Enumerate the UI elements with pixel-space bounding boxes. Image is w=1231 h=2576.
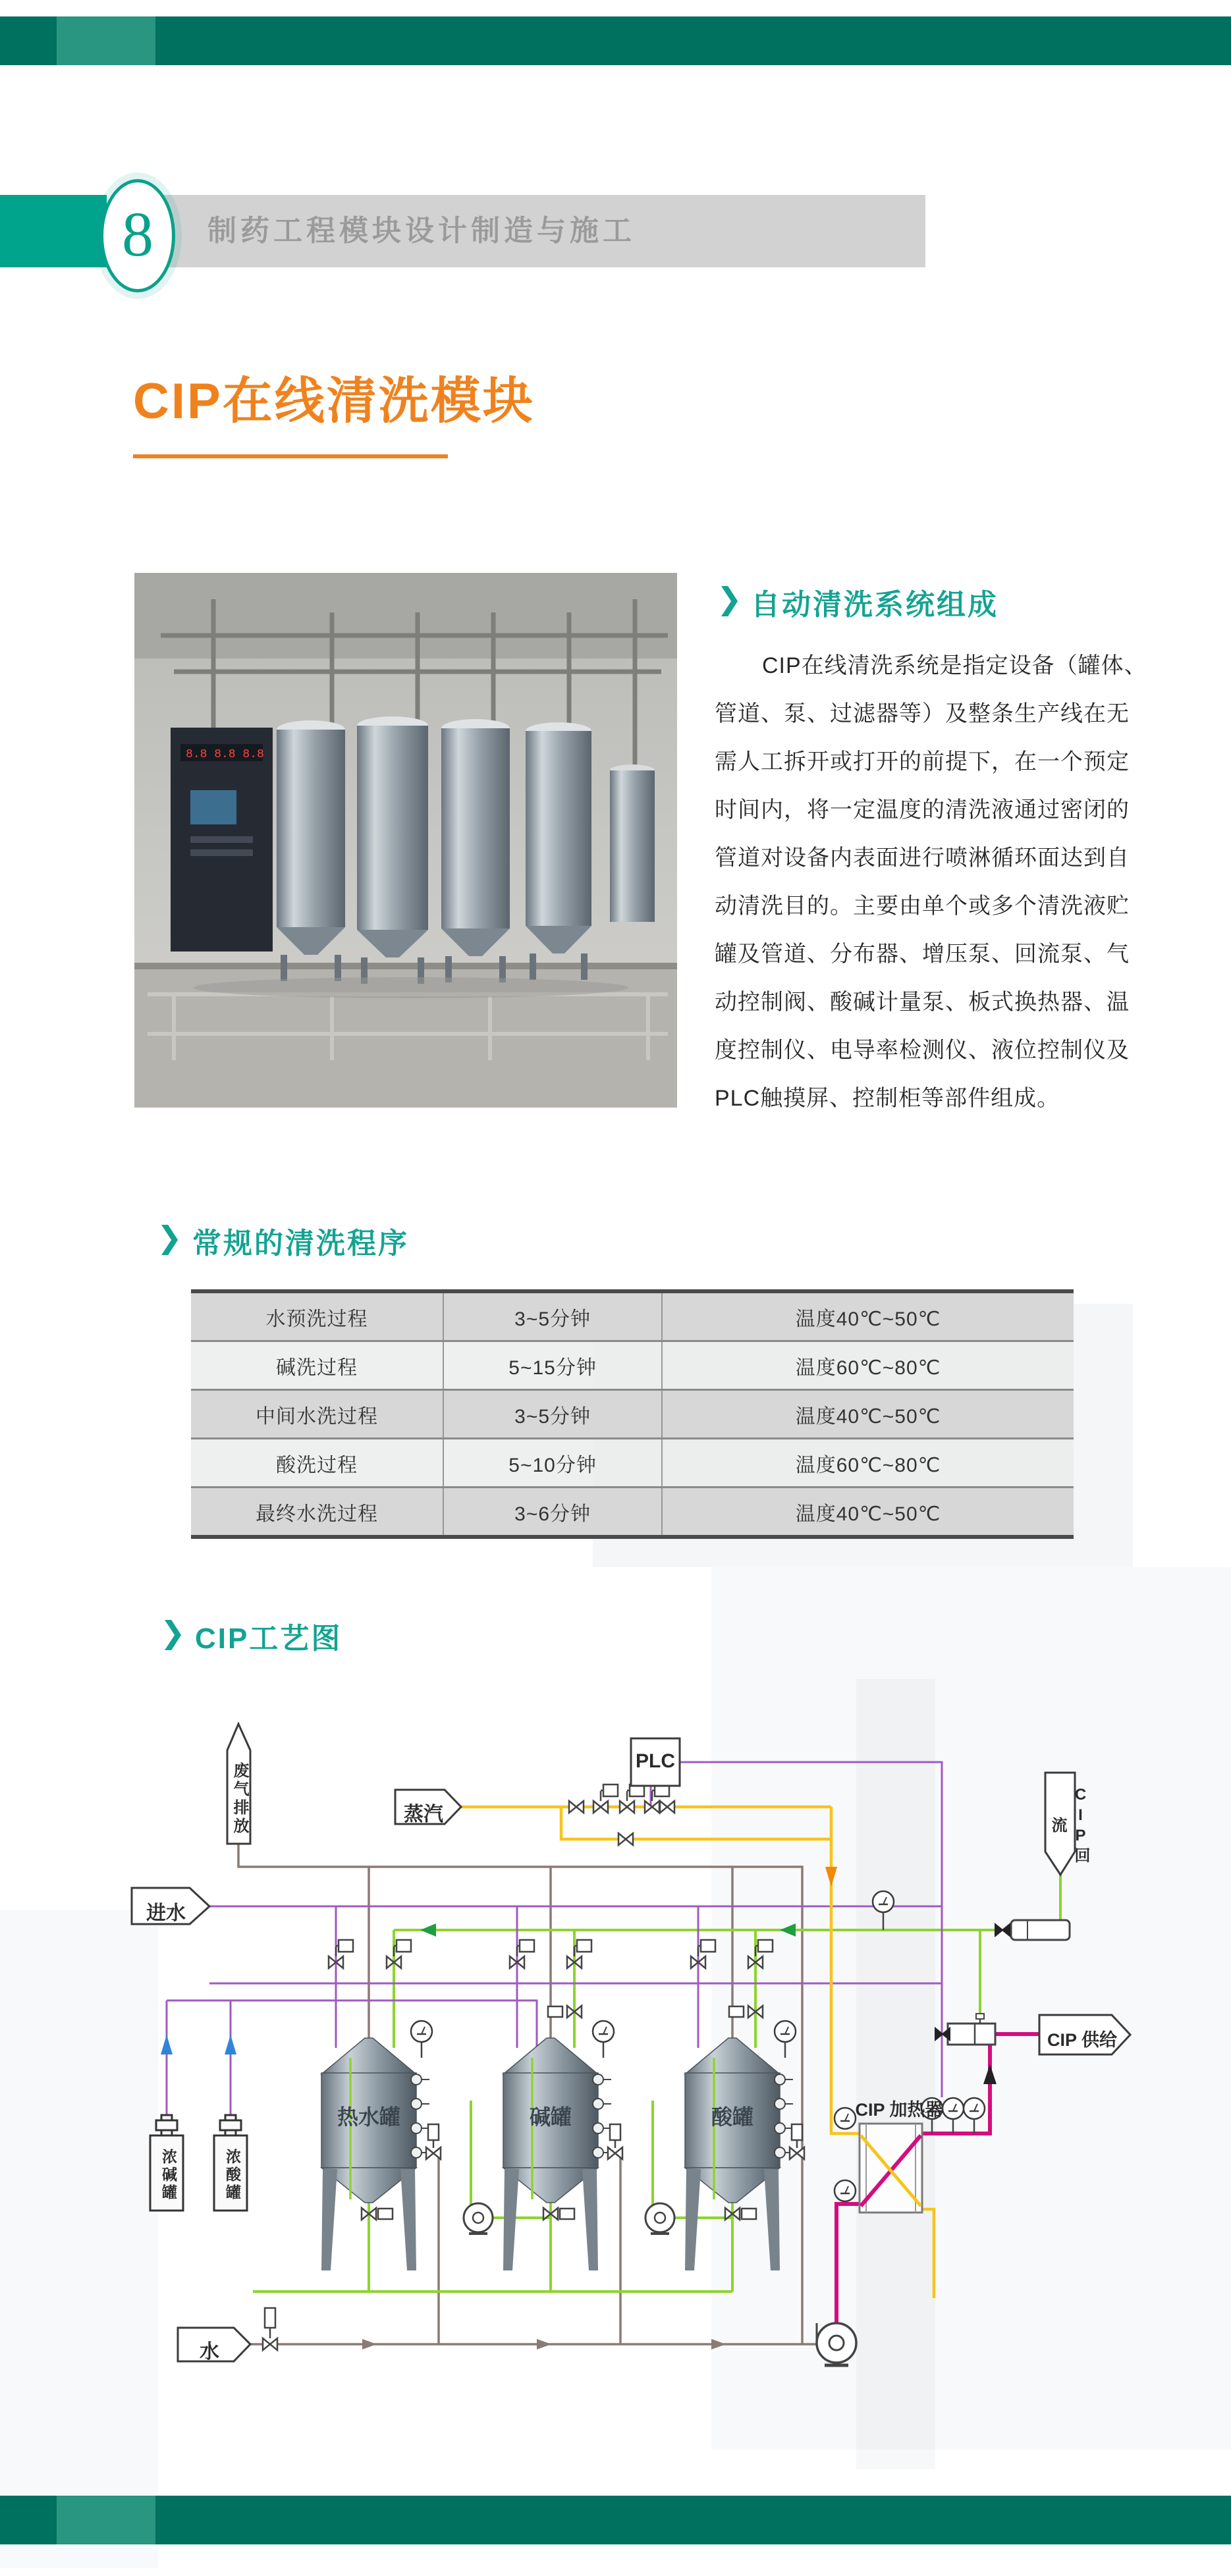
dosing-arrows <box>161 2035 236 2054</box>
table-cell: 3~5分钟 <box>444 1293 663 1340</box>
water-label: 水 <box>200 2341 219 2363</box>
top-band <box>0 16 1231 65</box>
table-cell: 5~10分钟 <box>444 1439 663 1486</box>
water-valve <box>263 2308 277 2350</box>
paragraph-line: PLC触摸屏、控制柜等部件组成。 <box>715 1086 1060 1111</box>
valve-icon <box>748 1940 773 1968</box>
bottom-band <box>0 2496 1231 2544</box>
equipment-photo <box>134 573 677 1108</box>
valve-icon <box>387 1940 411 1968</box>
paragraph-line: CIP在线清洗系统是指定设备（罐体、 <box>762 653 1147 678</box>
conc-alkali-label: 浓碱罐 <box>160 2149 177 2202</box>
procedures-table <box>191 1289 1074 1539</box>
table-row <box>191 1293 1074 1340</box>
table-row <box>191 1340 1074 1389</box>
steam-flow-arrow <box>825 1867 837 1887</box>
title-underline <box>133 454 448 458</box>
paragraph-line: 时间内，将一定温度的清洗液通过密闭的 <box>715 797 1130 822</box>
supply-flow-arrow <box>983 2064 997 2084</box>
paragraph-line: 管道对设备内表面进行喷淋循环面达到自 <box>715 845 1130 871</box>
tank-hot-label: 热水罐 <box>337 2105 400 2129</box>
diagram-art <box>112 1679 1166 2443</box>
table-cell: 温度40℃~50℃ <box>795 1503 941 1525</box>
paragraph-line: 动清洗目的。主要由单个或多个清洗液贮 <box>715 894 1130 919</box>
auto-paragraph <box>715 642 1147 1123</box>
valve-icon <box>567 1940 591 1968</box>
paragraph-line: 罐及管道、分布器、增压泵、回流泵、气 <box>715 942 1130 967</box>
chevron-icon: ❯ <box>717 581 742 616</box>
table-cell: 水预洗过程 <box>191 1293 444 1340</box>
table-row <box>191 1437 1074 1486</box>
chapter-title: 制药工程模块设计制造与施工 <box>207 215 636 247</box>
paragraph-line: 度控制仪、电导率检测仪、液位控制仪及 <box>715 1038 1130 1063</box>
equipment-photo-art <box>134 573 677 1108</box>
steam-bypass-valve-icon <box>618 1833 633 1845</box>
page-number: 8 <box>122 199 153 269</box>
section-heading-auto: 自动清洗系统组成 <box>751 589 998 621</box>
table-row <box>191 1486 1074 1535</box>
valve-icon <box>691 1940 715 1968</box>
table-cell: 5~15分钟 <box>444 1342 663 1389</box>
table-cell: 碱洗过程 <box>191 1342 444 1389</box>
chevron-icon: ❯ <box>160 1615 186 1650</box>
tank-top-valves <box>548 2006 763 2018</box>
photo-cabinet <box>171 728 273 952</box>
water-in-label: 进水 <box>146 1902 186 1924</box>
supply-pump <box>948 2014 995 2045</box>
table-cell: 温度40℃~50℃ <box>795 1405 941 1428</box>
cip-process-diagram <box>112 1679 1166 2443</box>
table-cell: 3~6分钟 <box>444 1488 663 1535</box>
steam-valve-icon <box>620 1784 644 1813</box>
exhaust-label: 废气排放 <box>231 1762 248 1836</box>
bottom-pump <box>817 2323 856 2365</box>
section-heading-diagram: CIP工艺图 <box>195 1623 342 1655</box>
steam-valve-icon <box>593 1784 618 1813</box>
bottom-band-accent <box>57 2496 155 2544</box>
tank-alkali-label: 碱罐 <box>529 2105 572 2129</box>
paragraph-line: 管道、泵、过滤器等）及整条生产线在无 <box>715 701 1130 726</box>
table-cell: 温度60℃~80℃ <box>795 1454 941 1476</box>
cip-supply-label: CIP 供给 <box>1047 2030 1118 2050</box>
return-filter <box>1011 1920 1070 1940</box>
paragraph-line: 需人工拆开或打开的前提下，在一个预定 <box>715 749 1130 774</box>
steam-label: 蒸汽 <box>404 1804 443 1825</box>
valve-icon <box>329 1940 353 1968</box>
pump-icon <box>645 2203 674 2234</box>
table-row <box>191 1389 1074 1437</box>
plc-label: PLC <box>636 1750 675 1772</box>
tank-acid-label: 酸罐 <box>711 2105 753 2129</box>
table-cell: 酸洗过程 <box>191 1439 444 1486</box>
steam-valve-icon <box>660 1801 674 1813</box>
paragraph-line: 动控制阀、酸碱计量泵、板式换热器、温 <box>715 990 1130 1015</box>
header-teal-block <box>0 195 107 267</box>
conc-acid-label: 浓酸罐 <box>224 2149 241 2202</box>
table-cell: 3~5分钟 <box>444 1391 663 1437</box>
heater-label: CIP 加热器 <box>855 2100 943 2120</box>
cip-heater <box>860 2124 922 2213</box>
valve-icon <box>510 1940 534 1968</box>
cip-return-label: CIP回流 <box>1049 1786 1089 1865</box>
svg-text:8.8 8.8 8.8: 8.8 8.8 8.8 <box>186 748 264 761</box>
table-cell: 中间水洗过程 <box>191 1391 444 1437</box>
table-cell: 温度60℃~80℃ <box>795 1356 941 1379</box>
page-number-badge <box>100 179 175 292</box>
steam-valve-icon <box>569 1801 584 1813</box>
section-heading-procedures: 常规的清洗程序 <box>192 1227 409 1260</box>
top-band-accent <box>57 16 155 65</box>
tank-acid <box>685 2021 805 2270</box>
table-cell: 最终水洗过程 <box>191 1488 444 1535</box>
tank-alkali <box>503 2021 623 2270</box>
table-cell: 温度40℃~50℃ <box>795 1308 941 1330</box>
chevron-icon: ❯ <box>157 1220 182 1254</box>
return-valve-icon <box>995 1924 1010 1936</box>
pump-icon <box>464 2203 493 2234</box>
tank-hot-water <box>321 2021 441 2270</box>
page-title: CIP在线清洗模块 <box>133 373 535 429</box>
